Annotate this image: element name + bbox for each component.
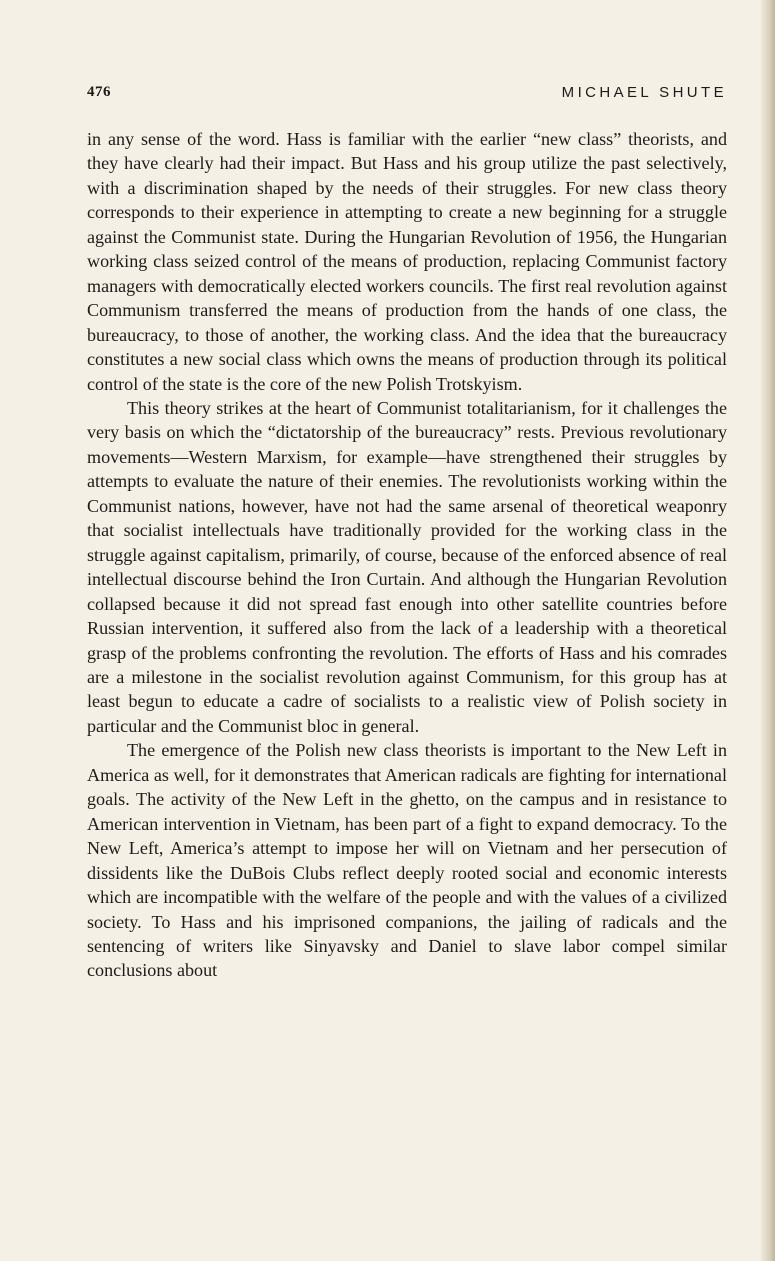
page-header — [87, 84, 727, 106]
paragraph: The emergence of the Polish new class theorists is important to the New Left in America as well, for it demonstrates that American radicals are fighting for international goals. The activity of the New Left in the ghetto, on the campus and in resistance to American intervention in Vietnam, has been part of a fight to expand democracy. To the New Left, America’s attempt to impose her will on Vietnam and her persecution of dissidents like the DuBois Clubs reflect deeply rooted social and economic interests which are incompatible with the welfare of the people and with the values of a civilized society. To Hass and his imprisoned companions, the jailing of radicals and the sentencing of writers like Sinyavsky and Daniel to slave labor compel similar conclusions about — [87, 740, 727, 981]
paragraph: in any sense of the word. Hass is familiar with the earlier “new class” theorists, and they have clearly had their impact. But Hass and his group utilize the past selectively, with a discrimination shaped by the needs of their struggles. For new class theory corresponds to their experience in attempting to create a new beginning for a struggle against the Communist state. During the Hungarian Revolution of 1956, the Hungarian working class seized control of the means of production, replacing Communist factory managers with democratically elected workers councils. The first real revolution against Communism transferred the means of production from the hands of one class, the bureaucracy, to those of another, the working class. And the idea that the bureaucracy constitutes a new social class which owns the means of production through its political control of the state is the core of the new Polish Trotskyism. — [87, 129, 727, 394]
page-edge-shadow — [761, 0, 775, 1261]
running-head: MICHAEL SHUTE — [561, 84, 727, 101]
page-number: 476 — [87, 84, 111, 100]
paragraph: This theory strikes at the heart of Communist totalitarianism, for it challenges the very basis on which the “dictatorship of the bureaucracy” rests. Previous revolutionary movements—Western Marxism, for example—have strengthened their struggles by attempts to evaluate the nature of their enemies. The revolutionists working within the Communist nations, however, have not had the same arsenal of theoretical weaponry that socialist intellectuals have traditionally provided for the working class in the struggle against capitalism, primarily, of course, because of the enforced absence of real intellectual discourse behind the Iron Curtain. And although the Hungarian Revolution collapsed because it did not spread fast enough into other satellite countries before Russian intervention, it suffered also from the lack of a leadership with a theoretical grasp of the problems confronting the revolution. The efforts of Hass and his comrades are a milestone in the socialist revolution against Communism, for this group has at least begun to educate a cadre of socialists to a realistic view of Polish society in particular and the Communist bloc in general. — [87, 397, 727, 736]
body-text — [87, 127, 727, 983]
